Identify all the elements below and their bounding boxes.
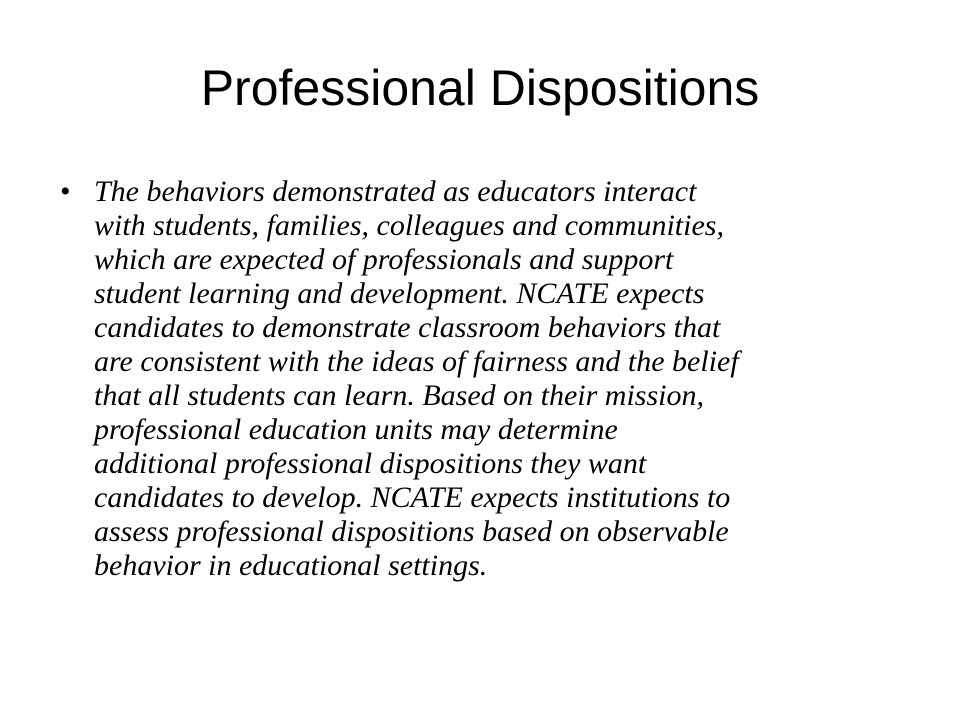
bullet-line: candidates to demonstrate classroom behaviors that (94, 311, 721, 344)
bullet-line: with students, families, colleagues and communities, (94, 209, 724, 242)
bullet-line: behavior in educational settings. (94, 549, 488, 582)
bullet-marker: • (60, 175, 71, 208)
bullet-line: professional education units may determine (94, 413, 618, 446)
bullet-line: that all students can learn. Based on their mission, (94, 379, 704, 412)
bullet-line: student learning and development. NCATE expects (94, 277, 705, 310)
bullet-line: are consistent with the ideas of fairness and the belief (94, 345, 739, 378)
bullet-line: candidates to develop. NCATE expects institutions to (94, 481, 731, 514)
bullet-line: The behaviors demonstrated as educators interact (94, 175, 697, 208)
bullet-text (94, 175, 924, 583)
bullet-line: which are expected of professionals and support (94, 243, 674, 276)
bullet-line: assess professional dispositions based on observable (94, 515, 729, 548)
slide-title: Professional Dispositions (200, 60, 760, 116)
bullet-line: additional professional dispositions they want (94, 447, 647, 480)
